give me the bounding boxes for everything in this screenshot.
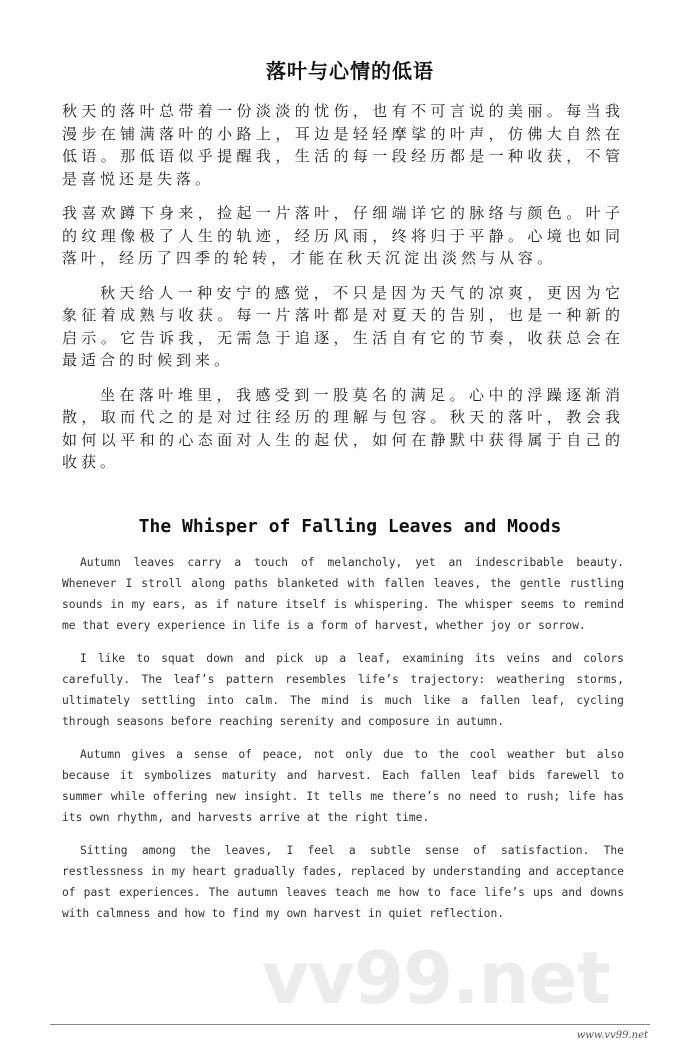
english-paragraph: Autumn leaves carry a touch of melancholy, yet an indescribable beauty. Whenever I stroll along paths blanketed with fallen leaves, the gentle rustling sounds in my ears, as if nature itself is whispering. The whisper seems to remind me that every experience in life is a form of harvest, whether joy or sorrow. — [62, 555, 624, 632]
chinese-paragraph: 坐在落叶堆里，我感受到一股莫名的满足。心中的浮躁逐渐消散，取而代之的是对过往经历的理解与包容。秋天的落叶，教会我如何以平和的心态面对人生的起伏，如何在静默中获得属于自己的收获。 — [62, 385, 624, 471]
english-body — [62, 552, 624, 924]
chinese-paragraph: 秋天给人一种安宁的感觉，不只是因为天气的凉爽，更因为它象征着成熟与收获。每一片落叶都是对夏天的告别，也是一种新的启示。它告诉我，无需急于追逐，生活自有它的节奏，收获总会在最适合的时候到来。 — [62, 283, 624, 369]
english-paragraph: Autumn gives a sense of peace, not only due to the cool weather but also because it symbolizes maturity and harvest. Each fallen leaf bids farewell to summer while offering new insight. It tells me there’s no need to rush; life has its own rhythm, and harvests arrive at the right time. — [62, 747, 624, 824]
english-paragraph: Sitting among the leaves, I feel a subtle sense of satisfaction. The restlessness in my heart gradually fades, replaced by understanding and acceptance of past experiences. The autumn leaves teach me how to face life’s ups and downs with calmness and how to find my own harvest in quiet reflection. — [62, 843, 624, 920]
chinese-title: 落叶与心情的低语 — [266, 59, 434, 83]
english-title: The Whisper of Falling Leaves and Moods — [138, 515, 562, 537]
english-paragraph: I like to squat down and pick up a leaf, examining its veins and colors carefully. The leaf’s pattern resembles life’s trajectory: weathering storms, ultimately settling into calm. The mind is much like a fallen leaf, cycling through seasons before reaching serenity and composure in autumn. — [62, 651, 624, 728]
chinese-paragraph: 我喜欢蹲下身来，捡起一片落叶，仔细端详它的脉络与颜色。叶子的纹理像极了人生的轨迹，经历风雨，终将归于平静。心境也如同落叶，经历了四季的轮转，才能在秋天沉淀出淡然与从容。 — [62, 204, 624, 267]
footer-url: www.vv99.net — [576, 1029, 648, 1041]
chinese-paragraph: 秋天的落叶总带着一份淡淡的忧伤，也有不可言说的美丽。每当我漫步在铺满落叶的小路上，耳边是轻轻摩挲的叶声，仿佛大自然在低语。那低语似乎提醒我，生活的每一段经历都是一种收获，不管是喜悦还是失落。 — [62, 102, 624, 188]
chinese-body — [62, 100, 624, 474]
footer-divider — [50, 1024, 650, 1025]
watermark: vv99.net — [262, 935, 610, 1020]
